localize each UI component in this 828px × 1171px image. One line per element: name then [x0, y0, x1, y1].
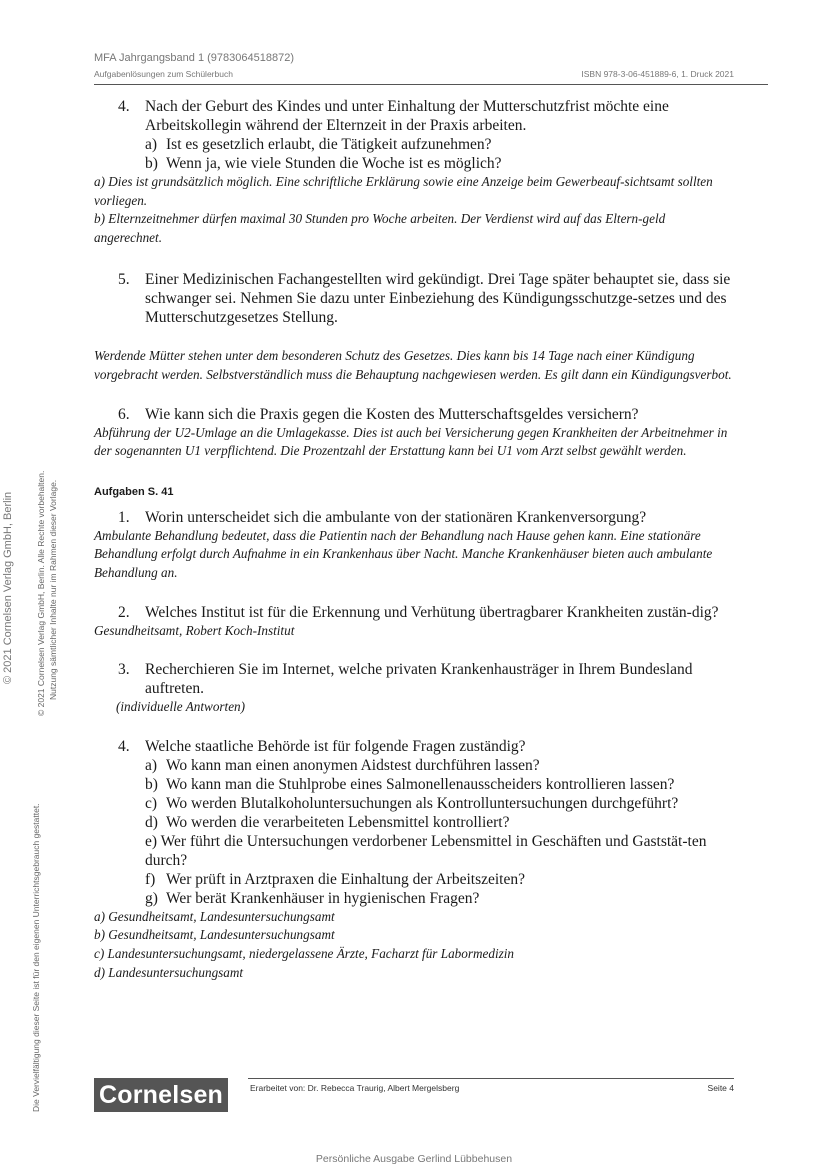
answer-task-1: Ambulante Behandlung bedeutet, dass die Patientin nach der Behandlung nach Hause gehen kann. Eine stationäre Behandlung erfolgt durch Aufnahme in ein Krankenhaus über Nacht. Manche Krankenhäuser bieten auch ambulante Behandlung an. [94, 527, 713, 580]
main-content [94, 97, 734, 982]
subquestion [94, 889, 734, 908]
question-number: 4. [118, 737, 130, 755]
question-text: Welches Institut ist für die Erkennung und Verhütung übertragbarer Krankheiten zustän-dig? [145, 603, 719, 621]
sub-label: c) [145, 794, 158, 812]
personal-edition: Persönliche Ausgabe Gerlind Lübbehusen [315, 1153, 513, 1165]
question-text: Nach der Geburt des Kindes und unter Einhaltung der Mutterschutzfrist möchte eine Arbeitskollegin während der Elternzeit in der Praxis arbeiten. [145, 98, 669, 134]
answer-line: a) Gesundheitsamt, Landesuntersuchungsamt [94, 908, 335, 924]
sub-label: b) [145, 775, 158, 793]
answer-5: Werdende Mütter stehen unter dem besonderen Schutz des Gesetzes. Dies kann bis 14 Tage nach einer Kündigung vorgebracht werden. Selbstverständlich muss die Behauptung nachgewiesen werden. Es gilt dann ein Kündigungsverbot. [94, 348, 732, 382]
side-rights-line1: © 2021 Cornelsen Verlag GmbH, Berlin. Alle Rechte vorbehalten. [36, 470, 46, 716]
sub-text: Wo kann man die Stuhlprobe eines Salmonellenausscheiders kontrollieren lassen? [166, 775, 675, 793]
question-number: 4. [118, 98, 130, 115]
sub-text: Ist es gesetzlich erlaubt, die Tätigkeit aufzunehmen? [166, 136, 492, 153]
subquestion-b [94, 154, 734, 173]
sub-text: Wo kann man einen anonymen Aidstest durchführen lassen? [166, 756, 540, 774]
sub-label: a) [145, 756, 158, 774]
header-rule [94, 84, 768, 85]
sub-label: e) [145, 832, 158, 850]
sub-text: Wer berät Krankenhäuser in hygienischen Fragen? [166, 889, 480, 907]
sub-text: Wer prüft in Arztpraxen die Einhaltung der Arbeitszeiten? [166, 870, 525, 888]
cornelsen-logo: Cornelsen [94, 1078, 228, 1112]
sub-text: Wer führt die Untersuchungen verdorbener Lebensmittel in Geschäften und Gaststät-ten durch? [145, 832, 707, 869]
footer-authors: Erarbeitet von: Dr. Rebecca Traurig, Albert Mergelsberg [250, 1083, 460, 1093]
header-title: MFA Jahrgangsband 1 (9783064518872) [94, 52, 294, 64]
side-copyright-text: © 2021 Cornelsen Verlag GmbH, Berlin [2, 491, 14, 684]
sub-label: f) [145, 870, 156, 888]
sub-label: a) [145, 136, 158, 153]
sub-label: b) [145, 155, 158, 172]
side-rights-line2: Nutzung sämtlicher Inhalte nur im Rahmen dieser Vorlage. [48, 479, 58, 700]
subquestion [94, 832, 734, 870]
subquestion [94, 794, 734, 813]
header-subtitle: Aufgabenlösungen zum Schülerbuch [94, 69, 233, 79]
sub-label: d) [145, 813, 158, 831]
answer-a: a) Dies ist grundsätzlich möglich. Eine schriftliche Erklärung sowie eine Anzeige beim Gewerbeauf-sichtsamt sollten vorliegen. [94, 174, 713, 208]
page-number: Seite 4 [707, 1083, 734, 1093]
sub-text: Wenn ja, wie viele Stunden die Woche ist es möglich? [166, 155, 502, 172]
question-text: Einer Medizinischen Fachangestellten wird gekündigt. Drei Tage später behauptet sie, dass sie schwanger sei. Nehmen Sie dazu unter Einbeziehung des Kündigungsschutzge-setzes und des Mutterschutzgesetzes Stellung. [145, 271, 731, 327]
question-6 [94, 405, 734, 424]
question-text: Recherchieren Sie im Internet, welche privaten Krankenhausträger in Ihrem Bundesland auftreten. [145, 661, 693, 698]
sub-text: Wo werden Blutalkoholuntersuchungen als Kontrolluntersuchungen durchgeführt? [166, 794, 679, 812]
subquestion [94, 870, 734, 889]
answer-line: d) Landesuntersuchungsamt [94, 964, 244, 980]
question-text: Worin unterscheidet sich die ambulante von der stationären Krankenversorgung? [145, 508, 647, 526]
question-number: 1. [118, 508, 130, 526]
side-reproduction: Die Vervielfältigung dieser Seite ist für den eigenen Unterrichtsgebrauch gestattet. [31, 803, 41, 1112]
answer-task-3: (individuelle Antworten) [116, 699, 246, 715]
task-2 [94, 603, 734, 622]
sub-label: g) [145, 889, 158, 907]
question-5 [94, 270, 734, 327]
question-number: 5. [118, 271, 130, 289]
question-text: Wie kann sich die Praxis gegen die Kosten des Mutterschaftsgeldes versichern? [145, 405, 639, 423]
footer-rule [248, 1078, 734, 1079]
subquestion [94, 775, 734, 794]
answer-line: c) Landesuntersuchungsamt, niedergelassene Ärzte, Facharzt für Labormedizin [94, 945, 515, 961]
section-title: Aufgaben S. 41 [94, 485, 174, 498]
answer-line: b) Gesundheitsamt, Landesuntersuchungsamt [94, 927, 335, 943]
subquestion [94, 813, 734, 832]
answer-6: Abführung der U2-Umlage an die Umlagekasse. Dies ist auch bei Versicherung gegen Krankheiten der Arbeitnehmer in der sogenannten U1 verpflichtend. Die Prozentzahl der Erstattung kann bei U1 vom Arzt selbst gewählt werden. [94, 424, 728, 459]
question-text: Welche staatliche Behörde ist für folgende Fragen zuständig? [145, 737, 526, 755]
question-4 [94, 97, 734, 135]
subquestion [94, 756, 734, 775]
question-number: 3. [118, 661, 130, 679]
header-isbn: ISBN 978-3-06-451889-6, 1. Druck 2021 [581, 69, 734, 79]
task-3 [94, 660, 734, 698]
subquestion-a [94, 135, 734, 154]
task-1 [94, 508, 734, 527]
question-number: 6. [118, 405, 130, 423]
answer-b: b) Elternzeitnehmer dürfen maximal 30 Stunden pro Woche arbeiten. Der Verdienst wird auf das Eltern-geld angerechnet. [94, 211, 666, 245]
task-4 [94, 737, 734, 756]
answer-task-2: Gesundheitsamt, Robert Koch-Institut [94, 622, 295, 638]
question-number: 2. [118, 603, 130, 621]
sub-text: Wo werden die verarbeiteten Lebensmittel kontrolliert? [166, 813, 510, 831]
